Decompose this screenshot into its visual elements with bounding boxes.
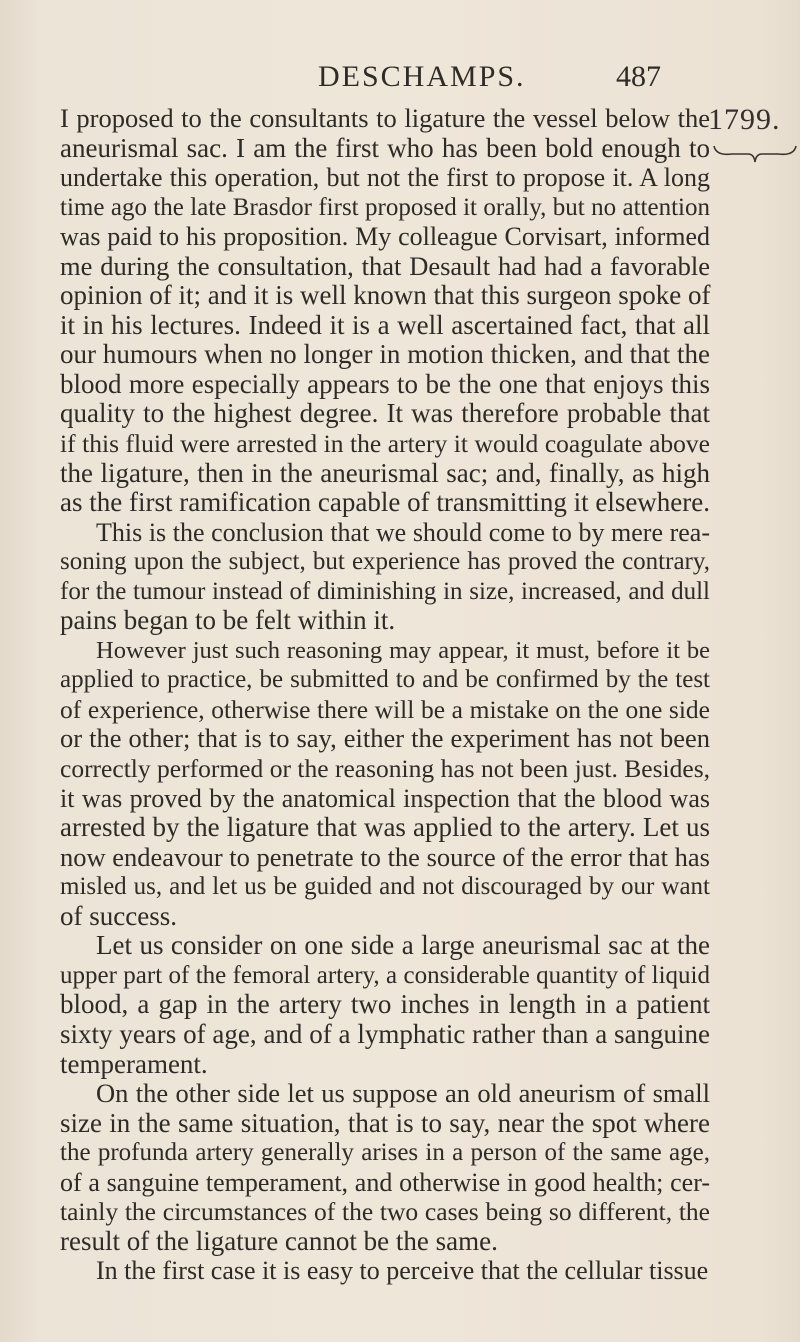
paragraph	[60, 1256, 710, 1286]
text-line: the ligature, then in the aneurismal sac; and, finally, as high	[60, 457, 710, 488]
text-line: undertake this operation, but not the first to propose it. A long	[60, 163, 710, 193]
paragraph	[60, 636, 710, 931]
text-line: correctly performed or the reasoning has not been just. Besides,	[60, 754, 710, 784]
text-line: However just such reasoning may appear, it must, before it be	[96, 636, 710, 664]
paragraph	[60, 1079, 710, 1256]
text-line: as the first ramification capable of transmitting it elsewhere.	[60, 487, 711, 518]
text-line: was paid to his proposition. My colleague Corvisart, informed	[60, 222, 710, 252]
text-line: quality to the highest degree. It was therefore probable that	[60, 398, 710, 429]
text-line: me during the consultation, that Desault had had a favorable	[60, 250, 710, 281]
text-line: of a sanguine temperament, and otherwise in good health; cer-	[60, 1167, 710, 1197]
text-line: sixty years of age, and of a lymphatic rather than a sanguine	[60, 1018, 710, 1049]
paragraph	[60, 518, 710, 636]
margin-year: 1799.	[708, 103, 781, 136]
text-line: misled us, and let us be guided and not discouraged by our want	[60, 873, 710, 901]
text-line: On the other side let us suppose an old aneurism of small	[96, 1078, 710, 1109]
text-line: tainly the circumstances of the two cases being so different, the	[60, 1197, 710, 1227]
text-line: for the tumour instead of diminishing in size, increased, and dull	[60, 577, 710, 605]
page-number: 487	[616, 60, 661, 93]
body-text	[60, 104, 710, 1286]
text-line: of success.	[60, 900, 177, 931]
text-line: In the first case it is easy to perceive that the cellular tissue	[96, 1256, 709, 1286]
margin-brace-icon	[712, 142, 798, 164]
text-line: size in the same situation, that is to say, near the spot where	[60, 1107, 710, 1138]
text-line: blood, a gap in the artery two inches in length in a patient	[60, 989, 710, 1020]
paragraph	[60, 931, 710, 1079]
text-line: temperament.	[60, 1048, 208, 1079]
text-line: I proposed to the consultants to ligature the vessel below the	[60, 103, 710, 133]
text-line: soning upon the subject, but experience has proved the contrary,	[60, 548, 710, 576]
running-title: DESCHAMPS.	[318, 60, 526, 93]
text-line: Let us consider on one side a large aneurismal sac at the	[96, 930, 710, 961]
text-line: the profunda artery generally arises in a person of the same age,	[60, 1139, 710, 1167]
text-line: upper part of the femoral artery, a considerable quantity of liquid	[60, 961, 710, 989]
text-line: it in his lectures. Indeed it is a well ascertained fact, that all	[60, 309, 710, 340]
text-line: our humours when no longer in motion thicken, and that the	[60, 339, 710, 370]
text-line: result of the ligature cannot be the same.	[60, 1225, 498, 1256]
text-line: opinion of it; and it is well known that this surgeon spoke of	[60, 280, 711, 311]
text-line: pains began to be felt within it.	[60, 605, 396, 636]
text-line: blood more especially appears to be the one that enjoys this	[60, 368, 710, 399]
running-head	[0, 60, 800, 100]
paragraph	[60, 104, 710, 518]
text-line: time ago the late Brasdor first proposed it orally, but no attention	[60, 193, 710, 221]
text-line: it was proved by the anatomical inspection that the blood was	[60, 783, 710, 813]
text-line: aneurismal sac. I am the first who has been bold enough to	[60, 132, 710, 163]
text-line: applied to practice, be submitted to and be confirmed by the test	[60, 666, 710, 694]
text-line: This is the conclusion that we should come to by mere rea-	[96, 517, 710, 547]
text-line: or the other; that is to say, either the experiment has not been	[60, 723, 710, 754]
text-line: arrested by the ligature that was applied to the artery. Let us	[60, 812, 710, 843]
text-line: now endeavour to penetrate to the source of the error that has	[60, 841, 710, 872]
text-line: of experience, otherwise there will be a mistake on the one side	[60, 694, 710, 724]
text-line: if this fluid were arrested in the artery it would coagulate above	[60, 429, 710, 459]
